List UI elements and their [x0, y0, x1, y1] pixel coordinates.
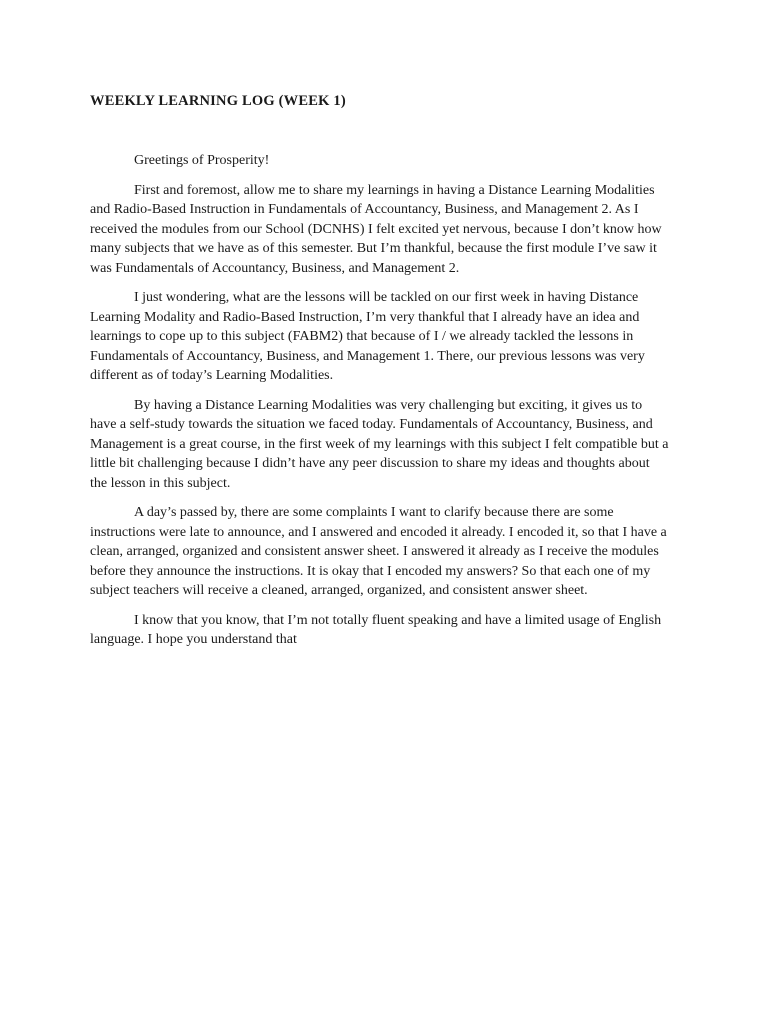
document-page [90, 91, 670, 660]
paragraph-5: I know that you know, that I’m not totally fluent speaking and have a limited usage of English language. I hope you understand that [90, 612, 662, 647]
document-title: WEEKLY LEARNING LOG (WEEK 1) [90, 93, 346, 109]
paragraph-3: By having a Distance Learning Modalities was very challenging but exciting, it gives us to have a self-study towards the situation we faced today. Fundamentals of Accountancy, Business, and Management is a great course, in the first week of my learnings with this subject I felt compatible but a little bit challenging because I didn’t have any peer discussion to share my ideas and thoughts about the lesson in this subject. [90, 397, 669, 491]
paragraph-2: I just wondering, what are the lessons will be tackled on our first week in having Distance Learning Modality and Radio-Based Instruction, I’m very thankful that I already have an idea and learnings to cope up to this subject (FABM2) that because of I / we already tackled the lessons in Fundamentals of Accountancy, Business, and Management 1. There, our previous lessons was very different as of today’s Learning Modalities. [90, 290, 645, 383]
paragraph-4: A day’s passed by, there are some complaints I want to clarify because there are some instructions were late to announce, and I answered and encoded it already. I encoded it, so that I have a clean, arranged, organized and consistent answer sheet. I answered it already as I receive the modules before they announce the instructions. It is okay that I encoded my answers? So that each one of my subject teachers will receive a cleaned, arranged, organized, and consistent answer sheet. [90, 505, 667, 598]
greeting-line: Greetings of Prosperity! [134, 153, 270, 168]
paragraph-1: First and foremost, allow me to share my learnings in having a Distance Learning Modalities and Radio-Based Instruction in Fundamentals of Accountancy, Business, and Management 2. As I received the modules from our School (DCNHS) I felt excited yet nervous, because I don’t know how many subjects that we have as of this semester. But I’m thankful, because the first module I’ve saw it was Fundamentals of Accountancy, Business, and Management 2. [90, 182, 662, 276]
